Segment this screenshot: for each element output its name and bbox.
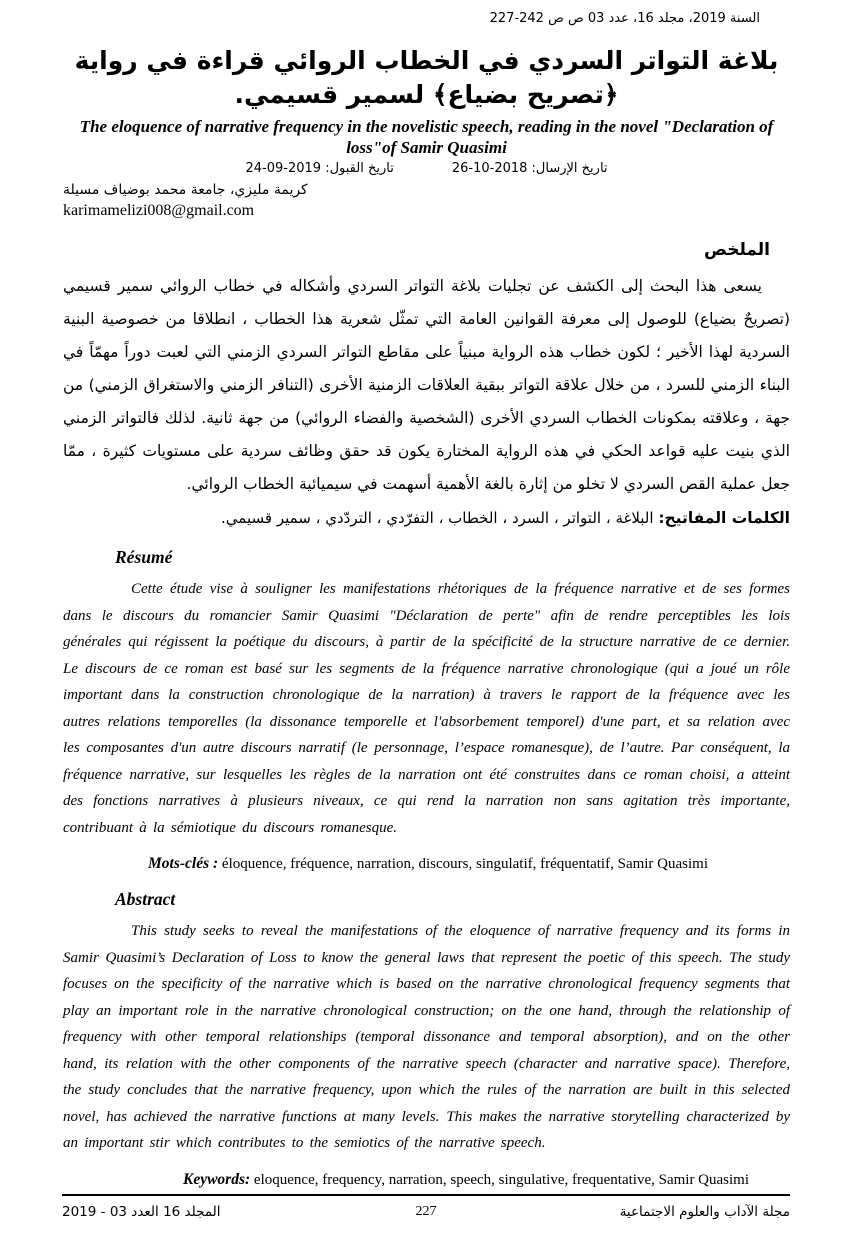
keywords-values-arabic: البلاغة ، التواتر ، السرد ، الخطاب ، التفرّدي ، التردّدي ، سمير قسيمي.	[221, 509, 659, 527]
abstract-heading-english: Abstract	[115, 889, 176, 909]
keywords-label-english: Keywords:	[183, 1170, 251, 1188]
footer-journal-name: مجلة الآداب والعلوم الاجتماعية	[619, 1204, 790, 1220]
submission-dates-row	[63, 161, 790, 176]
mots-cles-line	[148, 855, 790, 873]
keywords-values-english: eloquence, frequency, narration, speech, singulative, frequentative, Samir Quasimi	[250, 1171, 750, 1188]
author-email[interactable]: karimamelizi008@gmail.com	[63, 202, 255, 219]
keywords-label-arabic: الكلمات المفاتيح:	[658, 509, 790, 527]
footer-volume-issue: المجلد 16 العدد 03 - 2019	[62, 1204, 221, 1220]
accepted-date: تاريخ القبول: 2019-09-24	[245, 161, 394, 176]
article-title-english: The eloquence of narrative frequency in the novelistic speech, reading in the novel "Declaration of loss"of Samir Quasimi	[79, 117, 774, 157]
abstract-body-english: This study seeks to reveal the manifestations of the eloquence of narrative frequency and its forms in Samir Quasimi’s Declaration of Loss to know the general laws that represent the poetic of this speech. The study focuses on the specificity of the narrative which is based on the narrative chronological frequency segments that play an important role in the narrative chronological construction; on the one hand, through the relationship of frequency with other temporal relationships (temporal dissonance and temporal absorption), and on the other hand, its relation with the other components of the narrative speech (character and narrative space). Therefore, the study concludes that the narrative frequency, upon which the rules of the narration are built in this selected novel, has achieved the narrative functions at many levels. This makes the narrative storytelling characterized by an important stir which contributes to the semiotics of the narrative speech.	[63, 923, 790, 1151]
mots-cles-label: Mots-clés :	[148, 855, 219, 872]
journal-issue-header	[63, 10, 760, 28]
resume-body-french: Cette étude vise à souligner les manifestations rhétoriques de la fréquence narrative et de ses formes dans le discours du romancier Samir Quasimi "Déclaration de perte" afin de rendre perceptibles les lois générales qui régissent la poétique du discours, à partir de la spécificité de la structure narrative de ce dernier. Le discours de ce roman est basé sur les segments de la fréquence narrative chronologique (qui a joué un rôle important dans la construction chronologique de la narration) à travers le rapport de la fréquence avec les autres relations temporelles (la dissonance temporelle et l'absorbement temporel) d'une part, et sa relation avec les composantes d'un autre discours narratif (le personnage, l’espace romanesque), de l’autre. Par conséquent, la fréquence narrative, sur lesquelles les règles de la narration ont été construites dans ce roman choisi, a atteint des fonctions narratives à plusieurs niveaux, ce qui rend la narration non sans agitation très importante, contribuant à la sémiotique du discours romanesque.	[63, 581, 790, 836]
author-affiliation: كريمة مليزي، جامعة محمد بوضياف مسيلة	[63, 182, 308, 198]
keywords-line-arabic	[63, 505, 790, 531]
article-title-arabic: بلاغة التواتر السردي في الخطاب الروائي قراءة في رواية ﴿تصريح بضياع﴾ لسمير قسيمي.	[74, 46, 779, 109]
abstract-heading-arabic: الملخص	[704, 240, 770, 260]
mots-cles-values: éloquence, fréquence, narration, discours, singulatif, fréquentatif, Samir Quasimi	[218, 856, 709, 872]
page-footer	[62, 1194, 790, 1220]
abstract-body-arabic: يسعى هذا البحث إلى الكشف عن تجليات بلاغة التواتر السردي وأشكاله في خطاب الروائي سمير قسيمي (تصريحٌ بضياع) للوصول إلى معرفة القوانين العامة التي تمثّل شعرية هذا الخطاب ، انطلاقا من خصوصية البنية السردية لهذا الأخير ؛ لكون خطاب هذه الرواية مبنياً على مقاطع التواتر السردي الزمني التي لعبت دوراً مهمّاً في البناء الزمني للسرد ، من خلال علاقة التواتر ببقية العلاقات الزمنية الأخرى (التنافر الزمني والاستغراق الزمني) من جهة ، وعلاقته بمكونات الخطاب السردي الأخرى (الشخصية والفضاء الروائي) من جهة ثانية. لذلك فالتواتر الزمني الذي بنيت عليه قواعد الحكي في هذه الرواية المختارة يكون قد حقق وظائف سردية على مستويات كثيرة ، ممّا جعل عملية القص السردي لا تخلو من إثارة بالغة الأهمية أسهمت في سيميائية الخطاب الروائي.	[63, 277, 790, 493]
keywords-line-english	[183, 1171, 790, 1189]
journal-issue-text: السنة 2019، مجلد 16، عدد 03 ص ص 242-227	[489, 11, 760, 26]
resume-heading: Résumé	[115, 547, 173, 567]
page-number: 227	[415, 1204, 437, 1219]
received-date: تاريخ الإرسال: 2018-10-26	[451, 161, 608, 176]
